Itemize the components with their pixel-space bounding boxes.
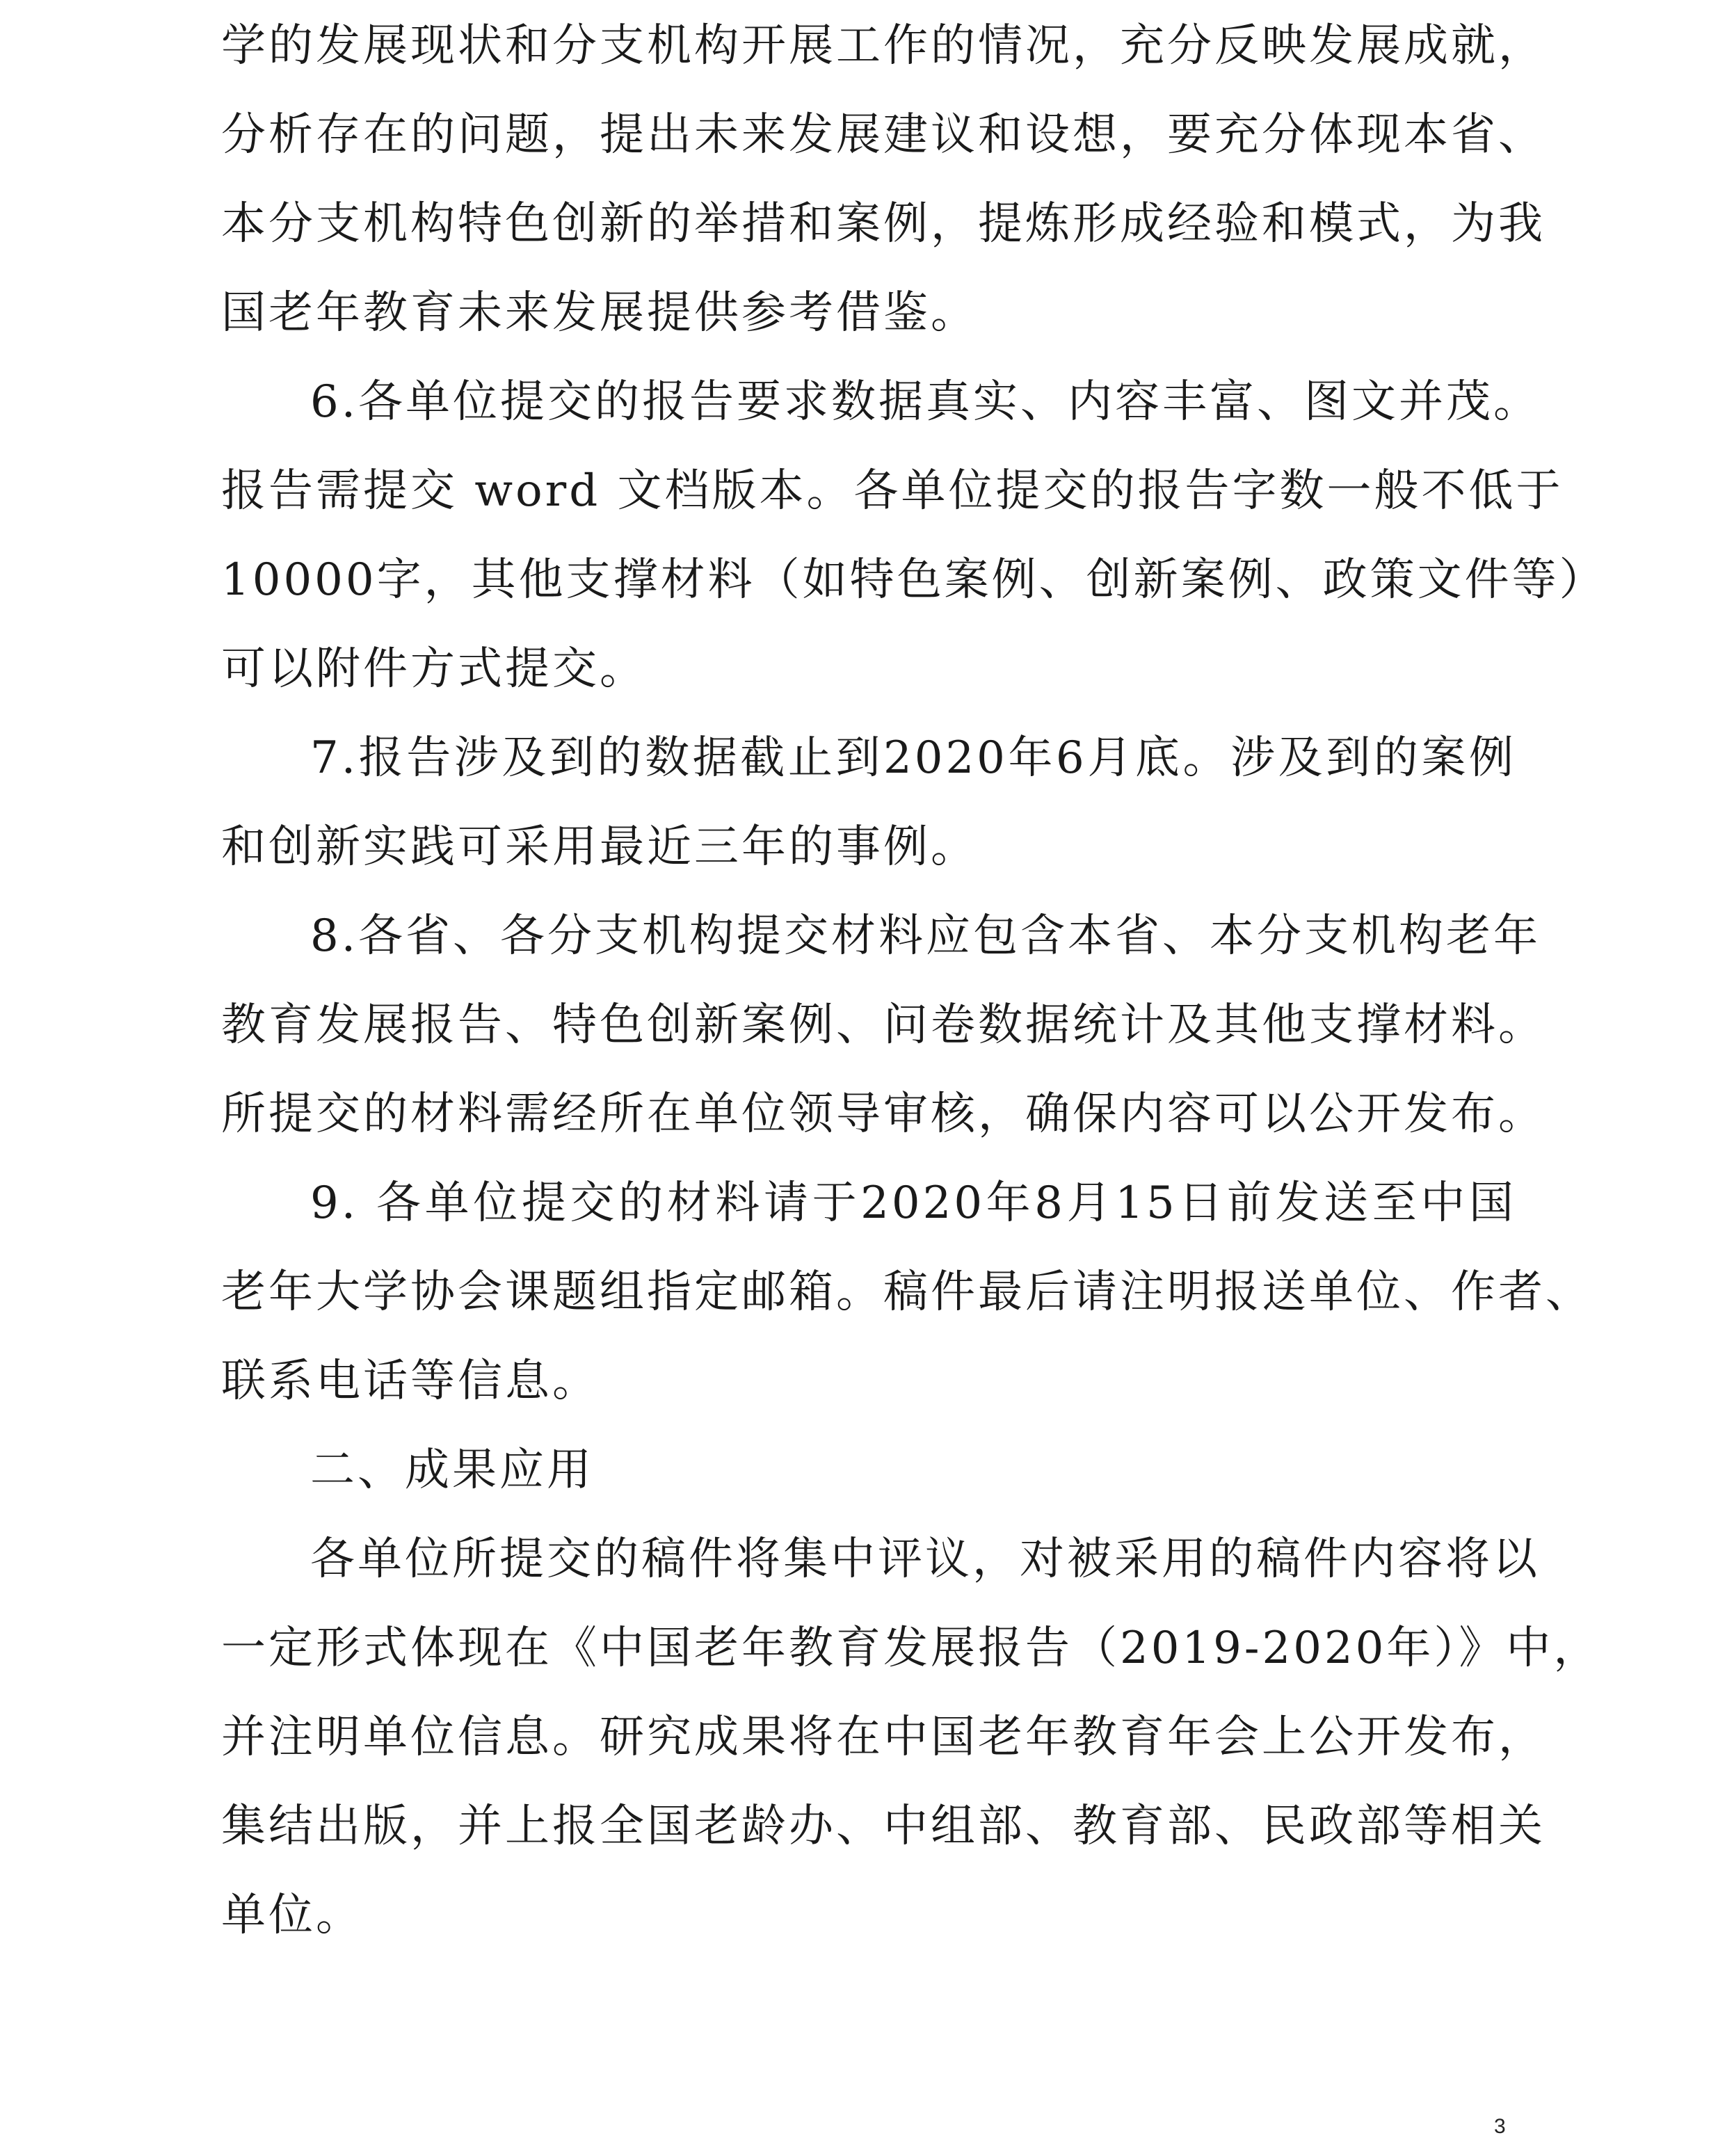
text-line: 可以附件方式提交。 bbox=[221, 643, 647, 695]
text-line: 6.各单位提交的报告要求数据真实、内容丰富、图文并茂。 bbox=[310, 376, 1541, 428]
page-number: 3 bbox=[1494, 2115, 1506, 2138]
text-line: 各单位所提交的稿件将集中评议，对被采用的稿件内容将以 bbox=[310, 1534, 1540, 1585]
text-line: 集结出版，并上报全国老龄办、中组部、教育部、民政部等相关 bbox=[221, 1801, 1546, 1852]
text-line: 单位。 bbox=[221, 1890, 363, 1941]
text-line: 报告需提交 word 文档版本。各单位提交的报告字数一般不低于 bbox=[221, 465, 1564, 517]
text-line: 和创新实践可采用最近三年的事例。 bbox=[221, 821, 978, 873]
text-line: 教育发展报告、特色创新案例、问卷数据统计及其他支撑材料。 bbox=[221, 999, 1546, 1051]
text-line: 本分支机构特色创新的举措和案例，提炼形成经验和模式，为我 bbox=[221, 198, 1546, 250]
text-line: 7.报告涉及到的数据截止到2020年6月底。涉及到的案例 bbox=[310, 732, 1516, 784]
text-line: 学的发展现状和分支机构开展工作的情况，充分反映发展成就， bbox=[221, 20, 1546, 72]
text-line: 8.各省、各分支机构提交材料应包含本省、本分支机构老年 bbox=[310, 910, 1541, 962]
text-line: 联系电话等信息。 bbox=[221, 1355, 600, 1407]
text-line: 所提交的材料需经所在单位领导审核，确保内容可以公开发布。 bbox=[221, 1088, 1546, 1140]
section-heading: 二、成果应用 bbox=[310, 1445, 594, 1496]
text-line: 一定形式体现在《中国老年教育发展报告（2019-2020年）》中， bbox=[221, 1623, 1601, 1674]
text-line: 10000字，其他支撑材料（如特色案例、创新案例、政策文件等） bbox=[221, 554, 1607, 606]
text-line: 9. 各单位提交的材料请于2020年8月15日前发送至中国 bbox=[310, 1177, 1516, 1229]
text-line: 老年大学协会课题组指定邮箱。稿件最后请注明报送单位、作者、 bbox=[221, 1266, 1593, 1318]
text-line: 国老年教育未来发展提供参考借鉴。 bbox=[221, 287, 978, 339]
text-line: 分析存在的问题，提出未来发展建议和设想，要充分体现本省、 bbox=[221, 109, 1546, 161]
text-line: 并注明单位信息。研究成果将在中国老年教育年会上公开发布， bbox=[221, 1712, 1546, 1763]
